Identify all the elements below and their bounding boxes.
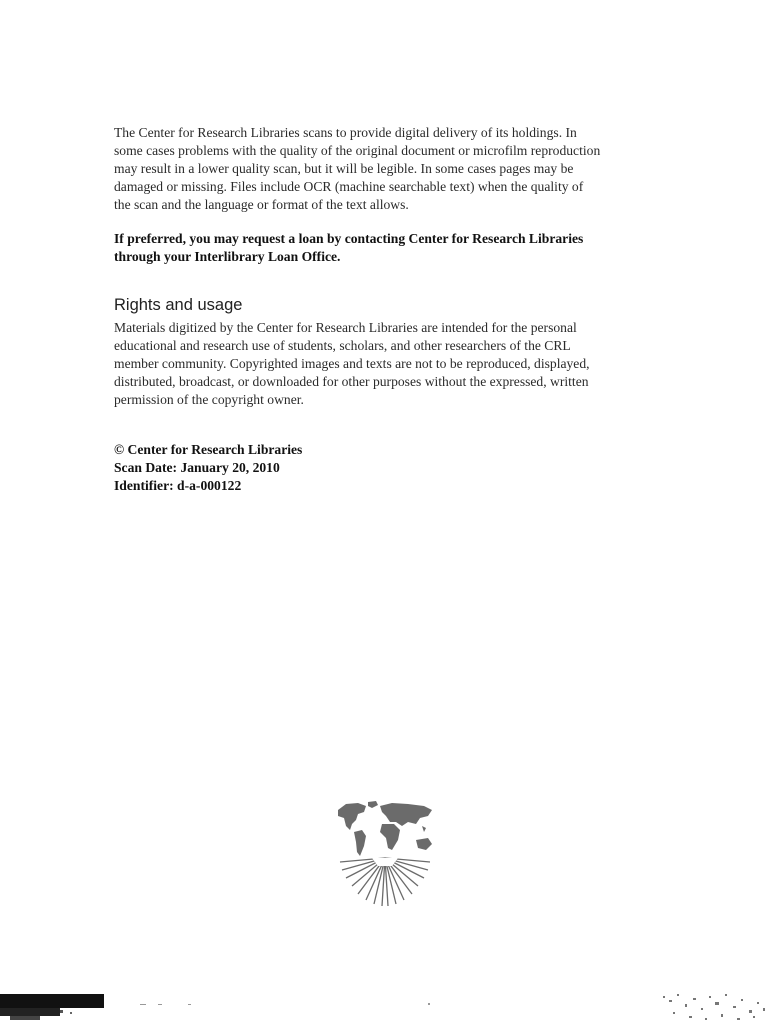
intro-line: may result in a lower quality scan, but it will be legible. In some cases pages may be — [114, 161, 574, 176]
scan-artifact — [655, 990, 768, 1024]
intro-paragraph — [114, 124, 659, 214]
intro-line: some cases problems with the quality of the original document or microfilm reproduction — [114, 143, 601, 158]
rights-line: Materials digitized by the Center for Research Libraries are intended for the personal — [114, 320, 577, 335]
loan-notice — [114, 230, 659, 266]
crl-globe-logo-icon — [332, 800, 438, 910]
rights-line: educational and research use of students, scholars, and other researchers of the CRL — [114, 338, 571, 353]
citation-block — [114, 441, 659, 495]
rights-paragraph — [114, 319, 659, 409]
scan-noise — [140, 1000, 540, 1010]
scan-artifact — [0, 992, 104, 1024]
rights-line: permission of the copyright owner. — [114, 392, 304, 407]
intro-line: the scan and the language or format of the text allows. — [114, 197, 409, 212]
loan-line: through your Interlibrary Loan Office. — [114, 249, 341, 264]
intro-line: damaged or missing. Files include OCR (machine searchable text) when the quality of — [114, 179, 584, 194]
scan-date: Scan Date: January 20, 2010 — [114, 460, 280, 475]
identifier: Identifier: d-a-000122 — [114, 478, 242, 493]
rights-line: distributed, broadcast, or downloaded for other purposes without the expressed, written — [114, 374, 589, 389]
rights-heading: Rights and usage — [114, 296, 243, 314]
intro-line: The Center for Research Libraries scans to provide digital delivery of its holdings. In — [114, 125, 577, 140]
loan-line: If preferred, you may request a loan by contacting Center for Research Libraries — [114, 231, 584, 246]
rights-line: member community. Copyrighted images and texts are not to be reproduced, displayed, — [114, 356, 590, 371]
copyright-line: © Center for Research Libraries — [114, 442, 303, 457]
